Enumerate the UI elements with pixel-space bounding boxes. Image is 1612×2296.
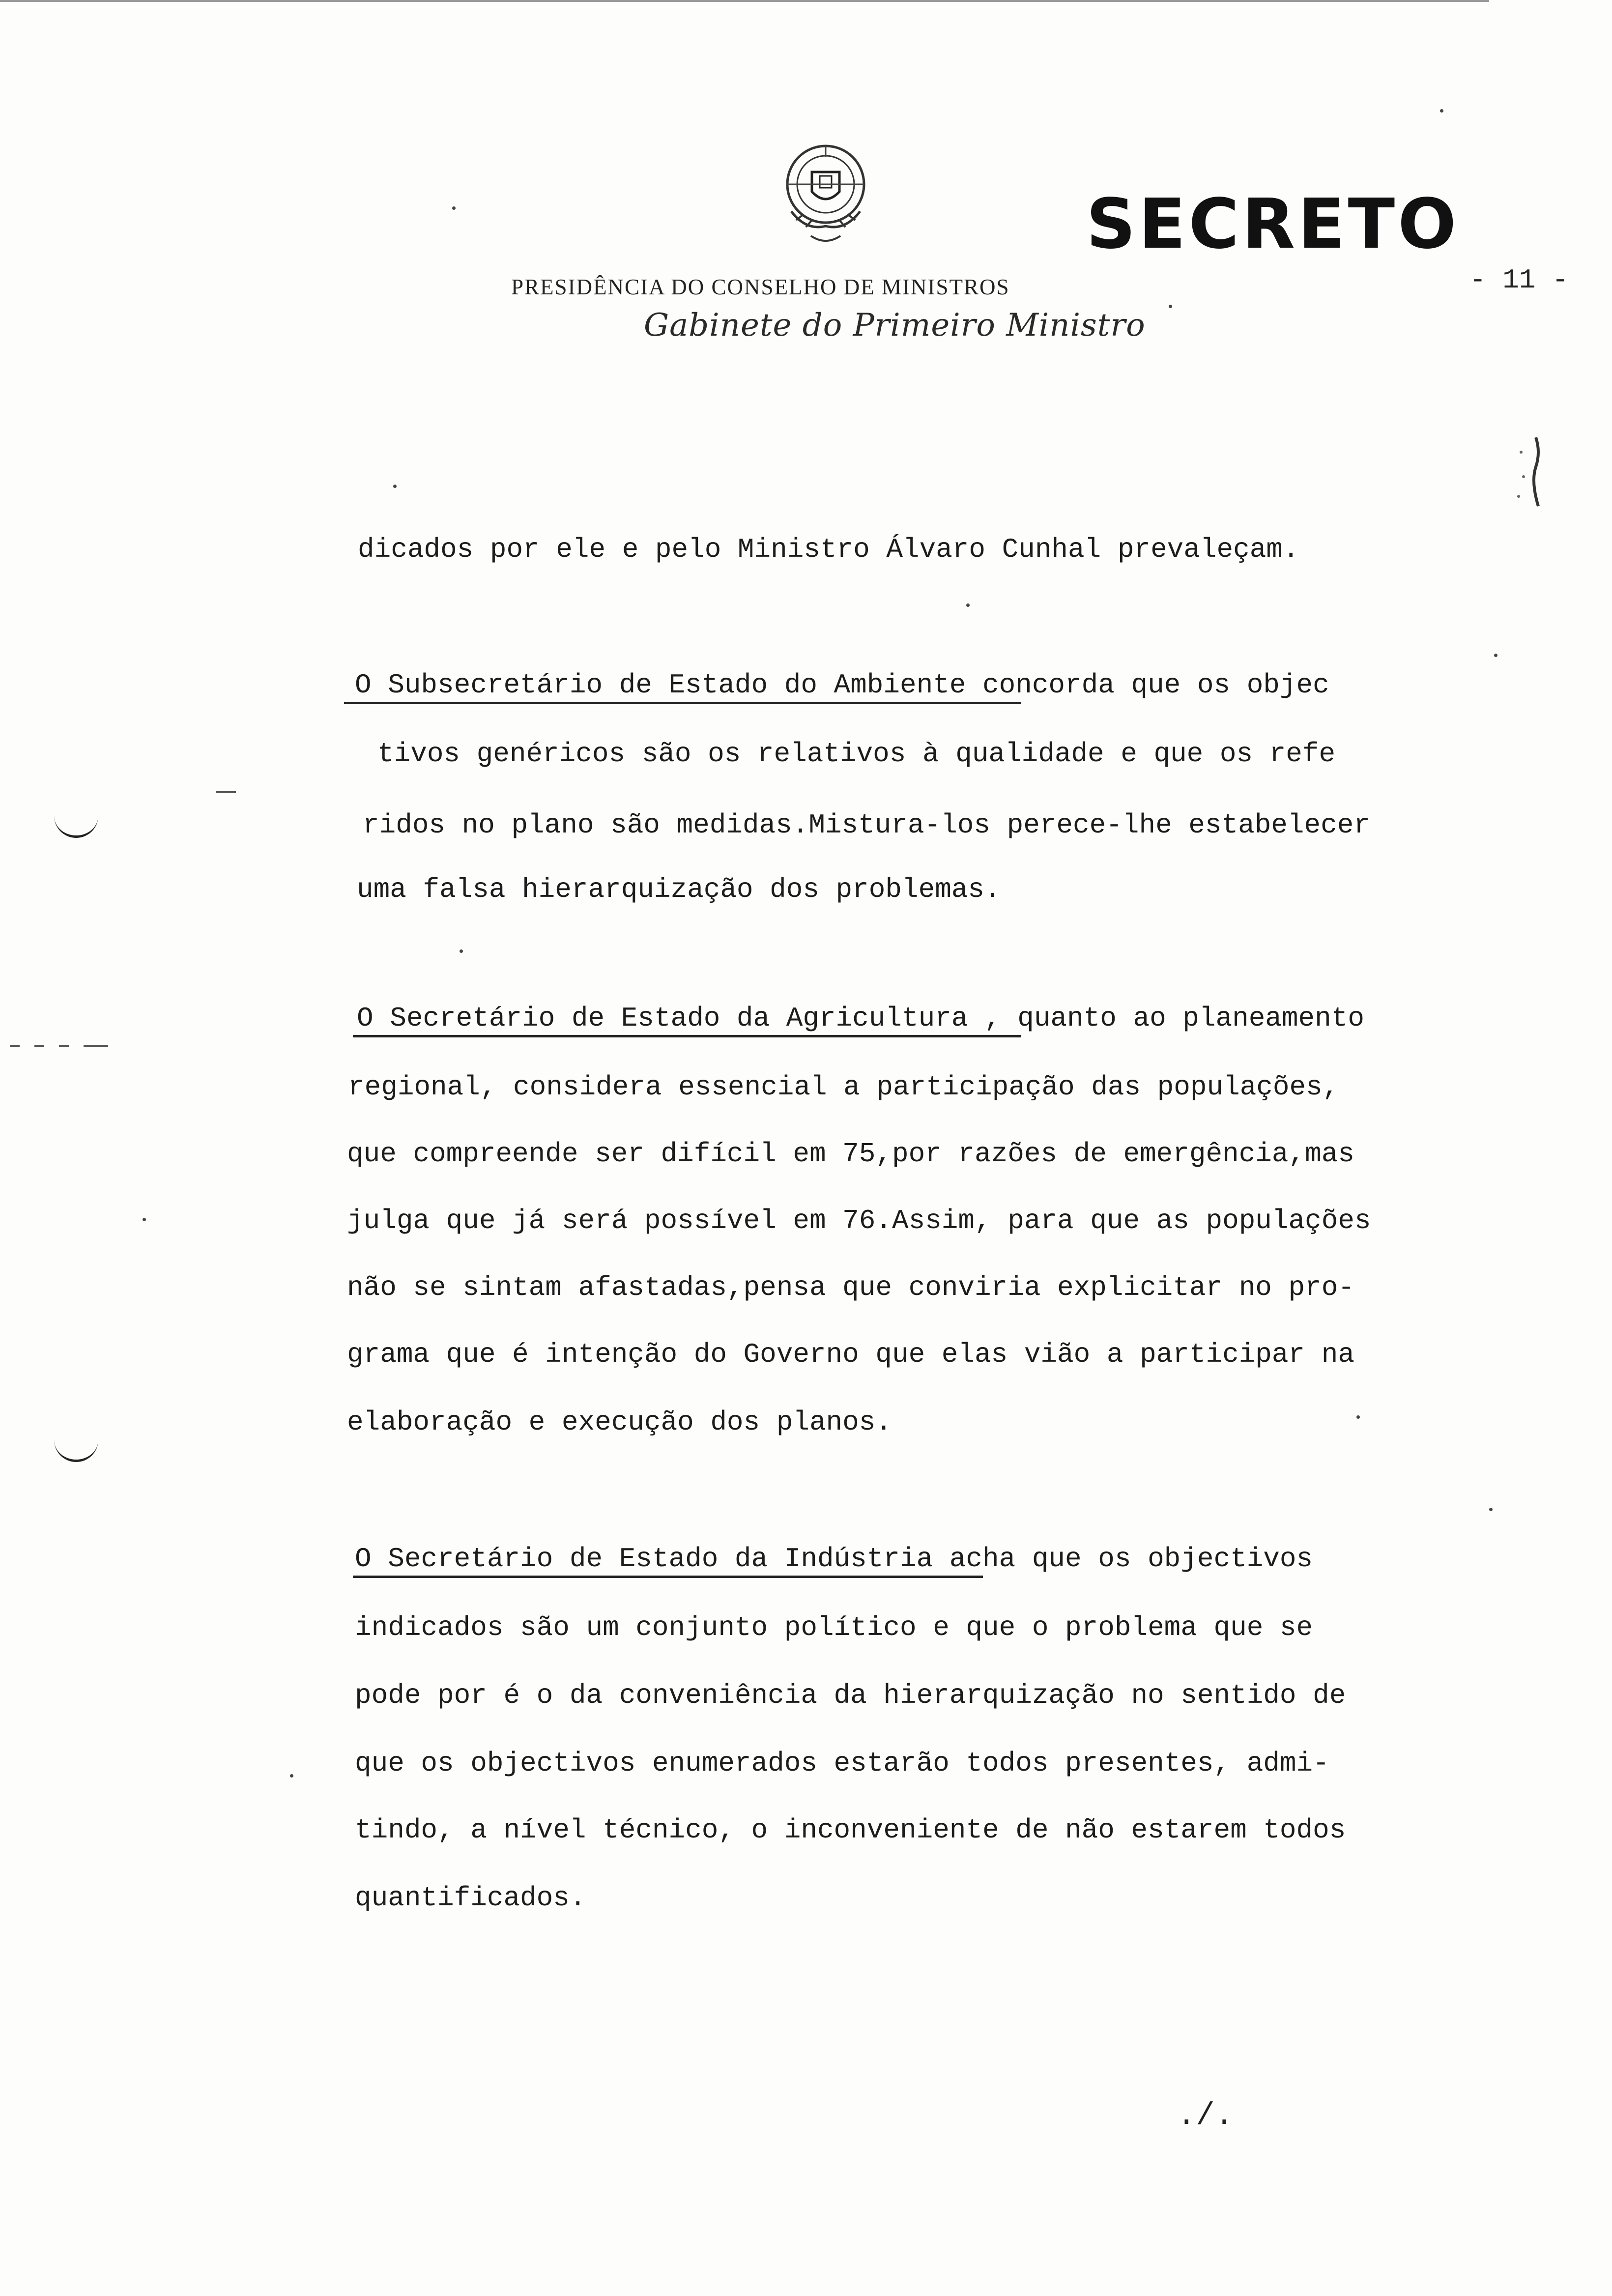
body-line: O Secretário de Estado da Indústria acha que os objectivos [355, 1543, 1313, 1575]
margin-dash [216, 791, 236, 793]
body-line: O Secretário de Estado da Agricultura , quanto ao planeamento [357, 1003, 1364, 1034]
organization-header: PRESIDÊNCIA DO CONSELHO DE MINISTROS [511, 275, 1010, 299]
margin-dash [10, 1045, 20, 1047]
page-number: - 11 - [1469, 264, 1569, 296]
body-line: não se sintam afastadas,pensa que conviria explicitar no pro- [347, 1272, 1354, 1303]
speck [1440, 109, 1443, 113]
body-line: dicados por ele e pelo Ministro Álvaro Cunhal prevaleçam. [358, 534, 1299, 565]
body-line: tindo, a nível técnico, o inconveniente de não estarem todos [355, 1814, 1346, 1846]
margin-dash [34, 1045, 44, 1047]
body-line: que os objectivos enumerados estarão todos presentes, admi- [355, 1748, 1329, 1779]
body-line: que compreende ser difícil em 75,por razões de emergência,mas [347, 1138, 1354, 1170]
speck [1356, 1415, 1360, 1419]
speck [1489, 1508, 1493, 1511]
speck [460, 949, 463, 953]
classification-stamp: SECRETO [1086, 184, 1460, 264]
margin-arc-mark [54, 816, 98, 838]
body-line: elaboração e execução dos planos. [347, 1406, 892, 1438]
margin-dash [84, 1045, 108, 1047]
body-line: quantificados. [355, 1882, 586, 1914]
margin-arc-mark [54, 1440, 98, 1462]
margin-dash [59, 1045, 69, 1047]
body-line: tivos genéricos são os relativos à qualidade e que os refe [377, 738, 1336, 770]
coat-of-arms-emblem [767, 138, 885, 251]
body-line: indicados são um conjunto político e que o problema que se [355, 1612, 1313, 1643]
body-line: julga que já será possível em 76.Assim, para que as populações [347, 1205, 1371, 1236]
speck [452, 206, 456, 210]
cabinet-subheader: Gabinete do Primeiro Ministro [644, 307, 1146, 344]
continuation-mark: ./. [1177, 2098, 1234, 2134]
top-edge-line [0, 0, 1489, 2]
body-line: uma falsa hierarquização dos problemas. [357, 874, 1001, 905]
body-line: grama que é intenção do Governo que elas vião a participar na [347, 1339, 1354, 1370]
speck [290, 1774, 293, 1778]
body-line: pode por é o da conveniência da hierarquização no sentido de [355, 1680, 1346, 1711]
body-line: regional, considera essencial a participação das populações, [348, 1071, 1339, 1103]
speck [393, 485, 397, 488]
speck [1494, 654, 1497, 657]
speaker-underline [353, 1035, 1021, 1037]
speaker-underline [353, 1576, 983, 1578]
margin-punch-mark [1514, 432, 1548, 511]
speck [1169, 305, 1172, 308]
speaker-underline [344, 702, 1021, 704]
speck [966, 603, 970, 607]
speck [143, 1218, 146, 1221]
body-line: O Subsecretário de Estado do Ambiente concorda que os objec [355, 669, 1329, 701]
body-line: ridos no plano são medidas.Mistura-los perece-lhe estabelecer [363, 809, 1370, 841]
